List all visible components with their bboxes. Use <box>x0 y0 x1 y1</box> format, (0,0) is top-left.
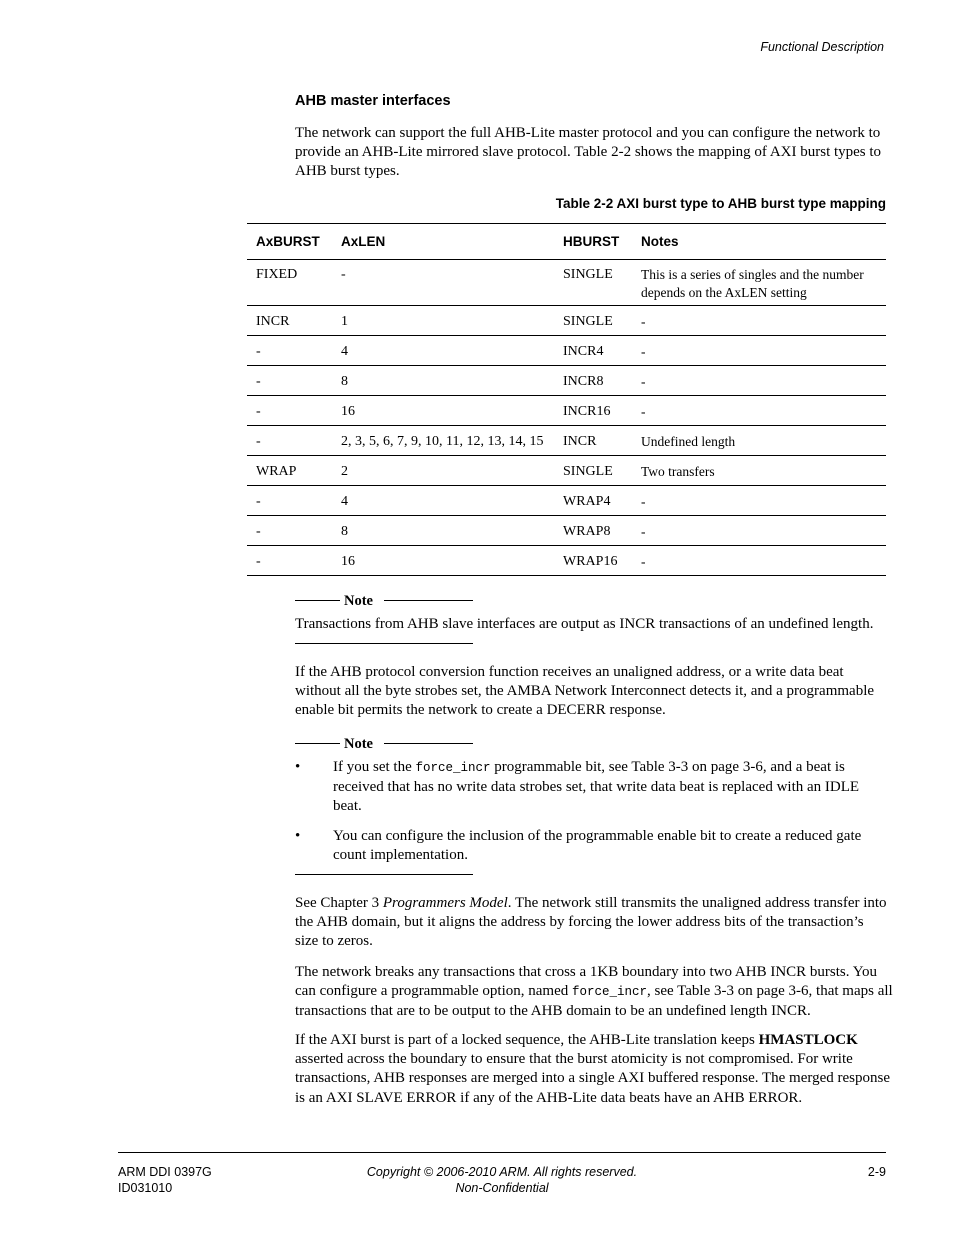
table-row <box>247 486 886 516</box>
issue-id: ID031010 <box>118 1181 173 1195</box>
table-cell: FIXED <box>247 260 332 306</box>
bullet-text: You can configure the inclusion of the programmable enable bit to create a reduced gate count implementation. <box>333 828 862 864</box>
unaligned-paragraph: If the AHB protocol conversion function receives an unaligned address, or a write data beat without all the byte strobes set, the AMBA Network Interconnect detects it, and a programmable enable bit permits the network to create a DECERR response. <box>295 664 875 719</box>
table-title: Table 2-2 AXI burst type to AHB burst type mapping <box>555 196 886 211</box>
table-row <box>247 366 886 396</box>
table-cell: INCR8 <box>554 366 632 396</box>
table-cell: Two transfers <box>632 456 886 486</box>
table-cell: SINGLE <box>554 456 632 486</box>
table-row <box>247 546 886 576</box>
table-cell: SINGLE <box>554 260 632 306</box>
table-row <box>247 516 886 546</box>
table-cell: WRAP <box>247 456 332 486</box>
footer-doc-ids <box>118 1164 212 1196</box>
table-cell: INCR <box>247 306 332 336</box>
table-cell: SINGLE <box>554 306 632 336</box>
note-end-rule <box>295 643 473 644</box>
table-cell: 4 <box>332 486 554 516</box>
note-label: Note <box>344 736 373 752</box>
column-header: HBURST <box>554 224 632 260</box>
section-title: AHB master interfaces <box>295 93 451 109</box>
table-cell: - <box>332 260 554 306</box>
note-heading <box>295 593 473 609</box>
table-cell: 2 <box>332 456 554 486</box>
table-cell: - <box>247 546 332 576</box>
table-cell: - <box>247 336 332 366</box>
page-number: 2-9 <box>867 1165 886 1179</box>
signal-name: HMASTLOCK <box>758 1032 858 1048</box>
table-cell: - <box>632 546 886 576</box>
column-header: AxBURST <box>247 224 332 260</box>
table-cell: - <box>632 486 886 516</box>
column-header: AxLEN <box>332 224 554 260</box>
table-cell: - <box>632 336 886 366</box>
table-cell: - <box>247 516 332 546</box>
table-cell: WRAP16 <box>554 546 632 576</box>
table-cell: - <box>247 396 332 426</box>
copyright: Copyright © 2006-2010 ARM. All rights reserved. <box>366 1165 638 1179</box>
table-row <box>247 426 886 456</box>
note-label: Note <box>344 593 373 609</box>
table-row <box>247 306 886 336</box>
table-row <box>247 336 886 366</box>
table-cell: Undefined length <box>632 426 886 456</box>
footer-rule <box>118 1152 886 1153</box>
table-cell: - <box>247 366 332 396</box>
table-cell: INCR16 <box>554 396 632 426</box>
burst-mapping-table <box>247 223 886 576</box>
chapter-title: Programmers Model <box>382 895 508 911</box>
code-force-incr: force_incr <box>415 761 491 775</box>
table-cell: INCR4 <box>554 336 632 366</box>
table-cell: 16 <box>332 396 554 426</box>
column-header: Notes <box>632 224 886 260</box>
table-cell: This is a series of singles and the number depends on the AxLEN setting <box>632 260 886 306</box>
note-heading <box>295 736 473 752</box>
doc-id: ARM DDI 0397G <box>118 1165 212 1179</box>
table-cell: - <box>247 486 332 516</box>
intro-paragraph: The network can support the full AHB-Lite master protocol and you can configure the network to provide an AHB-Lite mirrored slave protocol. Table 2-2 shows the mapping of AXI burst types to AHB burst types. <box>295 125 882 180</box>
boundary-paragraph: The network breaks any transactions that cross a 1KB boundary into two AHB INCR bursts. You can configure a programmable option, named force_incr, see Table 3-3 on page 3-6, that maps all transactions that are to be output to the AHB domain to be an undefined length INCR. <box>295 964 893 1020</box>
table-cell: INCR <box>554 426 632 456</box>
table-cell: WRAP8 <box>554 516 632 546</box>
table-header-row <box>247 224 886 260</box>
table-cell: - <box>632 366 886 396</box>
code-force-incr: force_incr <box>571 985 647 1000</box>
see-chapter-paragraph: See Chapter 3 Programmers Model. The network still transmits the unaligned address transfer into the AHB domain, but it aligns the address by forcing the lower address bits of the transaction’s size to zeros. <box>295 895 887 950</box>
bullet-marker: • <box>295 828 301 844</box>
table-row <box>247 396 886 426</box>
table-cell: - <box>632 396 886 426</box>
table-cell: - <box>632 516 886 546</box>
table-cell: 2, 3, 5, 6, 7, 9, 10, 11, 12, 13, 14, 15 <box>332 426 554 456</box>
table-cell: WRAP4 <box>554 486 632 516</box>
table-cell: - <box>632 306 886 336</box>
table-cell: 8 <box>332 516 554 546</box>
table-cell: - <box>247 426 332 456</box>
note-text: Transactions from AHB slave interfaces are output as INCR transactions of an undefined length. <box>295 616 874 632</box>
table-cell: 8 <box>332 366 554 396</box>
confidentiality: Non-Confidential <box>455 1181 549 1195</box>
running-header: Functional Description <box>760 40 884 54</box>
bullet-text: If you set the force_incr programmable bit, see Table 3-3 on page 3-6, and a beat is received that has no write data strobes set, that write data beat is replaced with an IDLE beat. <box>333 759 860 815</box>
footer-legal <box>302 1164 702 1196</box>
table-row <box>247 456 886 486</box>
table-cell: 1 <box>332 306 554 336</box>
table-cell: 4 <box>332 336 554 366</box>
note-end-rule <box>295 874 473 875</box>
table-cell: 16 <box>332 546 554 576</box>
locked-sequence-paragraph: If the AXI burst is part of a locked sequence, the AHB-Lite translation keeps HMASTLOCK asserted across the boundary to ensure that the burst atomicity is not compromised. For write transactions, AHB responses are merged into a single AXI buffered response. The merged response is an AXI SLAVE ERROR if any of the AHB-Lite data beats have an AHB ERROR. <box>295 1032 890 1106</box>
bullet-marker: • <box>295 759 301 775</box>
table-row <box>247 260 886 306</box>
